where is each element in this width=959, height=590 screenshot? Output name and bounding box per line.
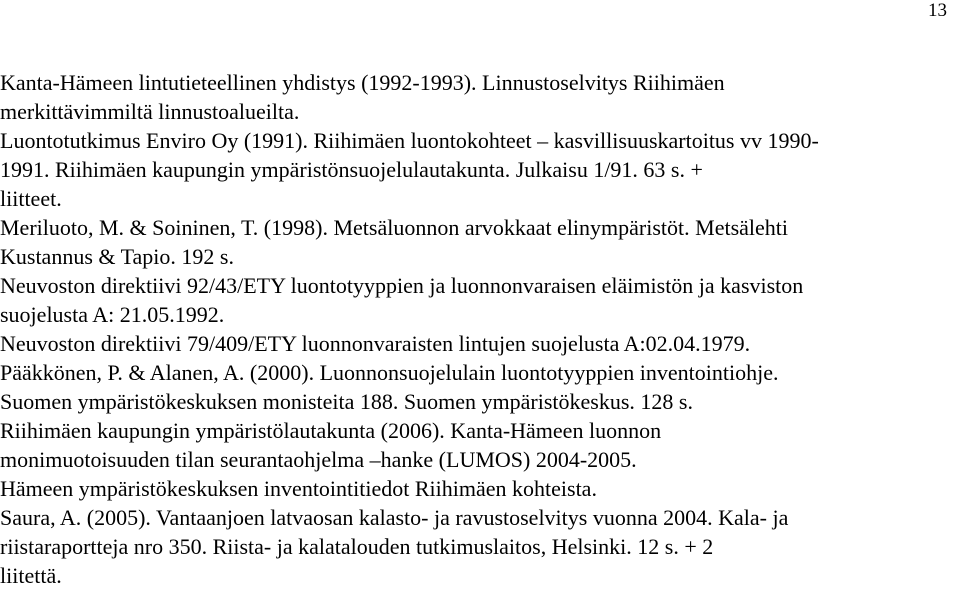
reference-list [0, 68, 944, 590]
reference-line: Meriluoto, M. & Soininen, T. (1998). Metsäluonnon arvokkaat elinympäristöt. Metsälehti [0, 215, 789, 240]
reference-entry [0, 68, 944, 126]
reference-line: liitteet. [0, 186, 62, 211]
reference-line: Pääkkönen, P. & Alanen, A. (2000). Luonnonsuojelulain luontotyyppien inventointiohje. [0, 360, 779, 385]
reference-entry [0, 271, 944, 329]
reference-line: liitettä. [0, 563, 62, 588]
reference-entry [0, 358, 944, 416]
reference-entry [0, 503, 944, 590]
reference-line: Neuvoston direktiivi 79/409/ETY luonnonvaraisten lintujen suojelusta A:02.04.1979. [0, 331, 751, 356]
page-number: 13 [928, 0, 947, 21]
reference-entry [0, 329, 944, 358]
reference-line: Saura, A. (2005). Vantaanjoen latvaosan kalasto- ja ravustoselvitys vuonna 2004. Kala- ja [0, 505, 789, 530]
reference-line: 1991. Riihimäen kaupungin ympäristönsuojelulautakunta. Julkaisu 1/91. 63 s. + [0, 157, 703, 182]
reference-line: suojelusta A: 21.05.1992. [0, 302, 225, 327]
reference-line: Luontotutkimus Enviro Oy (1991). Riihimäen luontokohteet – kasvillisuuskartoitus vv 1990- [0, 128, 819, 153]
reference-entry [0, 416, 944, 503]
reference-entry [0, 213, 944, 271]
reference-line: Kanta-Hämeen lintutieteellinen yhdistys (1992-1993). Linnustoselvitys Riihimäen [0, 70, 725, 95]
reference-line: Suomen ympäristökeskuksen monisteita 188. Suomen ympäristökeskus. 128 s. [0, 389, 693, 414]
reference-line: monimuotoisuuden tilan seurantaohjelma –hanke (LUMOS) 2004-2005. [0, 447, 637, 472]
reference-line: Riihimäen kaupungin ympäristölautakunta (2006). Kanta-Hämeen luonnon [0, 418, 662, 443]
reference-line: riistaraportteja nro 350. Riista- ja kalatalouden tutkimuslaitos, Helsinki. 12 s. + 2 [0, 534, 714, 559]
reference-entry [0, 126, 944, 213]
reference-line: Kustannus & Tapio. 192 s. [0, 244, 234, 269]
reference-line: Hämeen ympäristökeskuksen inventointitiedot Riihimäen kohteista. [0, 476, 597, 501]
reference-line: merkittävimmiltä linnustoalueilta. [0, 99, 300, 124]
reference-line: Neuvoston direktiivi 92/43/ETY luontotyyppien ja luonnonvaraisen eläimistön ja kasviston [0, 273, 804, 298]
